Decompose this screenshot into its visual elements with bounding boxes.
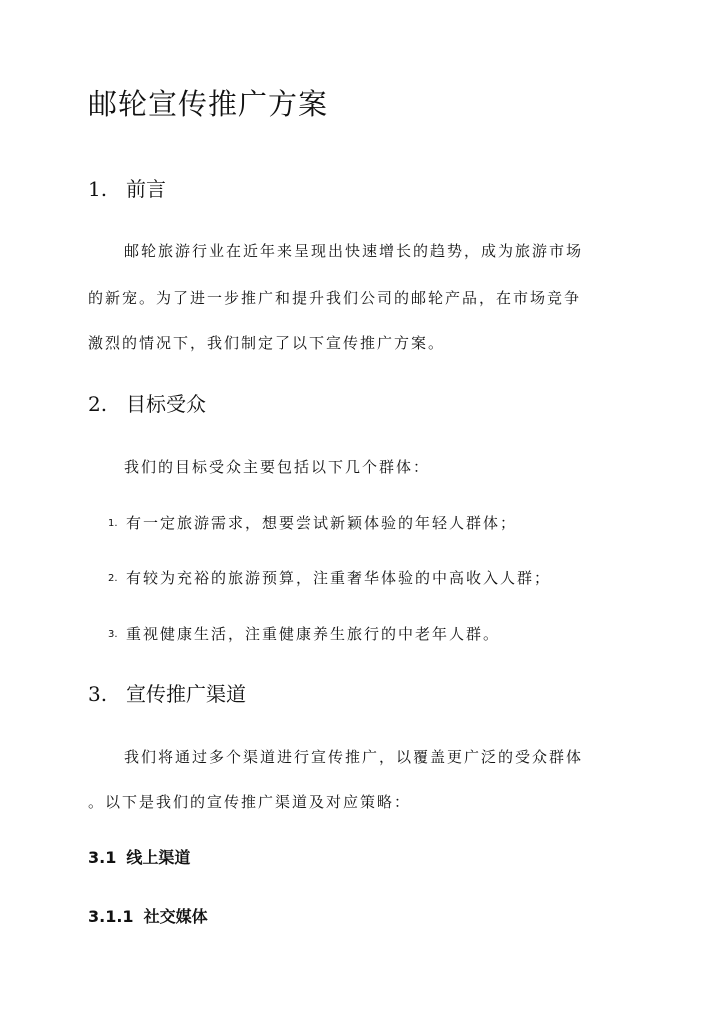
paragraph-line: 激烈的情况下，我们制定了以下宣传推广方案。 (88, 334, 446, 352)
paragraph-line: 我们的目标受众主要包括以下几个群体： (124, 458, 431, 476)
list-item (108, 567, 551, 590)
list-item-text: 有一定旅游需求，想要尝试新颖体验的年轻人群体； (126, 514, 518, 532)
paragraph-line: 的新宠。为了进一步推广和提升我们公司的邮轮产品，在市场竞争 (88, 289, 582, 307)
list-item (108, 623, 500, 646)
subsection-heading-3-1-1 (88, 905, 208, 929)
list-marker: 3. (108, 629, 118, 640)
paragraph-line: 邮轮旅游行业在近年来呈现出快速增长的趋势，成为旅游市场 (124, 242, 584, 260)
section-number: 1. (88, 177, 108, 201)
subsection-heading-3-1 (88, 846, 190, 870)
section-number: 3. (88, 682, 108, 706)
document-title: 邮轮宣传推广方案 (88, 87, 329, 121)
section-title: 前言 (126, 177, 166, 201)
list-item-text: 重视健康生活，注重健康养生旅行的中老年人群。 (126, 625, 501, 643)
section-title: 宣传推广渠道 (126, 682, 246, 706)
list-item-text: 有较为充裕的旅游预算，注重奢华体验的中高收入人群； (126, 569, 552, 587)
section-heading-2 (88, 390, 206, 418)
section-number: 2. (88, 392, 108, 416)
section-heading-1 (88, 175, 166, 203)
subsection-title: 社交媒体 (143, 907, 208, 926)
section-title: 目标受众 (126, 392, 206, 416)
list-item (108, 512, 517, 535)
paragraph-line: 。以下是我们的宣传推广渠道及对应策略： (88, 793, 412, 811)
subsection-title: 线上渠道 (126, 848, 191, 867)
list-marker: 1. (108, 518, 118, 529)
list-marker: 2. (108, 573, 118, 584)
paragraph-line: 我们将通过多个渠道进行宣传推广，以覆盖更广泛的受众群体 (124, 748, 584, 766)
subsection-number: 3.1 (88, 848, 117, 867)
section-heading-3 (88, 680, 246, 708)
subsection-number: 3.1.1 (88, 907, 134, 926)
